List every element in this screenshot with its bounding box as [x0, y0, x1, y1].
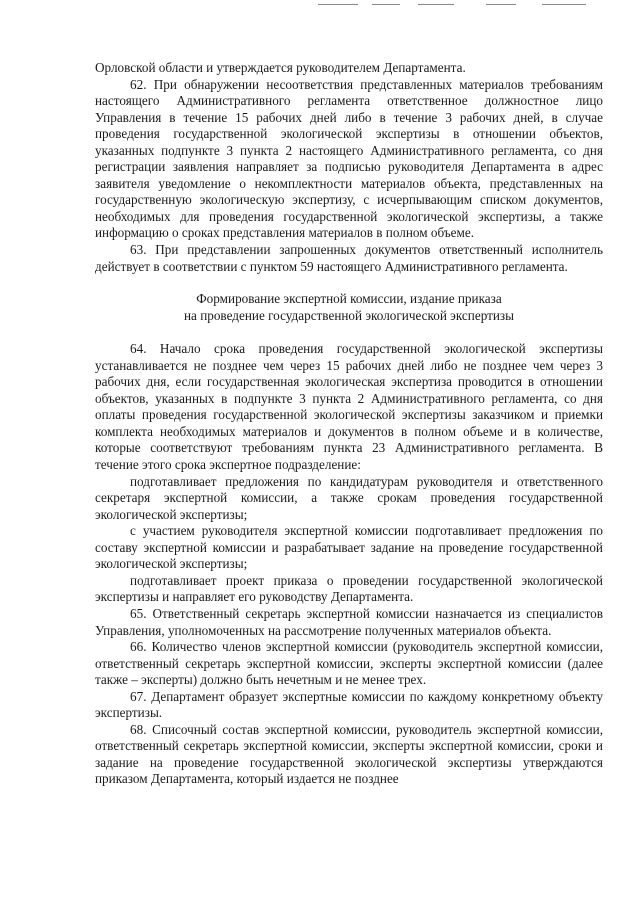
- paragraph-64-item-1: подготавливает предложения по кандидатурам руководителя и ответственного секретаря экспертной комиссии, а также срокам проведения государственной экологической экспертизы;: [95, 473, 603, 522]
- paragraph-64-item-2: с участием руководителя экспертной комиссии подготавливает предложения по составу экспертной комиссии и разрабатывает задание на проведение государственной экологической экспертизы;: [95, 523, 603, 572]
- paragraph-continuation: Орловской области и утверждается руководителем Департамента.: [95, 60, 466, 75]
- paragraph-62: 62. При обнаружении несоответствия представленных материалов требованиям настоящего Административного регламента ответственное должностное лицо Управления в течение 15 рабочих дней либо в течение 3 рабочих дней, в случае проведения государственной экологической экспертизы в отношении объектов, указанных подпункте 3 пункта 2 настоящего Административного регламента, со дня регистрации заявления направляет за подписью руководителя Департамента в адрес заявителя уведомление о некомплектности материалов объекта, представленных на государственную экологическую экспертизу, с исчерпывающим списком документов, необходимых для проведения государственной экологической экспертизы, а также информацию о сроках представления материалов в полном объеме.: [95, 76, 603, 241]
- paragraph-68: 68. Списочный состав экспертной комиссии, руководитель экспертной комиссии, ответственный секретарь экспертной комиссии, эксперты экспертной комиссии, сроки и задание на проведение государственной экологической экспертизы утверждаются приказом Департамента, который издается не позднее: [95, 721, 603, 787]
- paragraph-63: 63. При представлении запрошенных документов ответственный исполнитель действует в соответствии с пунктом 59 настоящего Административного регламента.: [95, 242, 603, 274]
- paragraph-64-item-3: подготавливает проект приказа о проведении государственной экологической экспертизы и направляет его руководству Департамента.: [95, 572, 603, 605]
- paragraph-65: 65. Ответственный секретарь экспертной комиссии назначается из специалистов Управления, уполномоченных на рассмотрение полученных материалов объекта.: [95, 605, 603, 638]
- paragraph-67: 67. Департамент образует экспертные комиссии по каждому конкретному объекту экспертизы.: [95, 688, 603, 721]
- paragraph-66: 66. Количество членов экспертной комиссии (руководитель экспертной комиссии, ответственный секретарь экспертной комиссии, эксперты экспертной комиссии (далее также – эксперты) должно быть нечетным и не менее трех.: [95, 639, 603, 688]
- paragraph-64: 64. Начало срока проведения государственной экологической экспертизы устанавливается не позднее чем через 15 рабочих дней либо не позднее чем через 3 рабочих дня, если государственная экологическая экспертиза проводится в отношении объектов, указанных в подпункте 3 пункта 2 Административного регламента, со дня оплаты проведения государственной экологической экспертизы заказчиком и приемки комплекта необходимых материалов и документов в полном объеме и в количестве, которые соответствуют требованиям пункта 23 Административного регламента. В течение этого срока экспертное подразделение:: [95, 341, 603, 473]
- section-heading: [95, 291, 603, 324]
- section-heading-line-1: Формирование экспертной комиссии, издание приказа: [196, 291, 502, 307]
- document-body: [95, 60, 603, 788]
- scan-artifact-marks: [300, 4, 600, 8]
- section-heading-line-2: на проведение государственной экологической экспертизы: [183, 307, 514, 323]
